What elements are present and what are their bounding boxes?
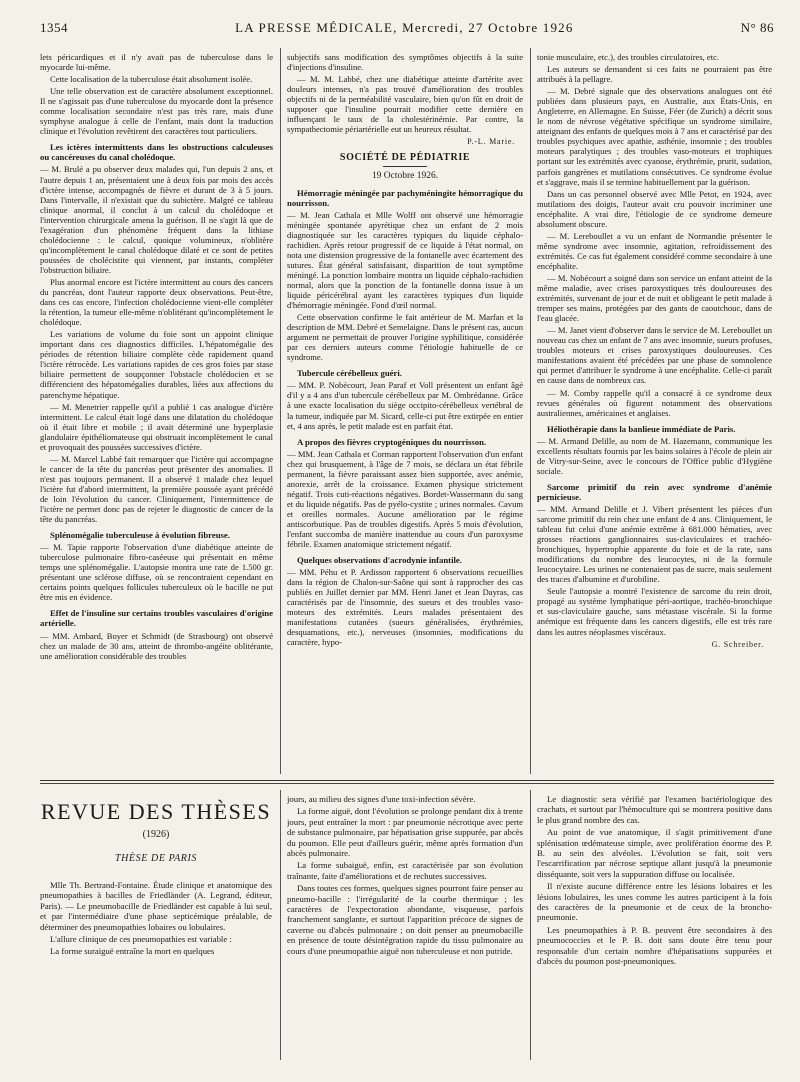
paragraph: — M. Menetrier rappelle qu'il a publié 1 cas analogue d'ictère intermittent. Le calcul était logé dans une dilatation du cholédoque où il était libre et mobile ; il avait déterminé une hyperplasie glandulaire épithéliomateuse qui obstruait incomplètement le canal et provoquait des poussées successives d'ictère.: [40, 401, 273, 452]
journal-title: LA PRESSE MÉDICALE, Mercredi, 27 Octobre 1926: [235, 20, 574, 35]
page-number: 1354: [40, 20, 68, 35]
section-heading: Sarcome primitif du rein avec syndrome d'anémie pernicieuse.: [537, 481, 772, 502]
paragraph: lets péricardiques et il n'y avait pas de tuberculose dans le myocarde lui-même.: [40, 52, 273, 73]
column-3: [537, 52, 772, 772]
paragraph: La forme suraiguë entraîne la mort en quelques: [50, 946, 215, 957]
theses-column-2: [287, 794, 523, 1069]
paragraph: Cette observation confirme le fait antérieur de M. Marfan et la description de MM. Debré et Semelaigne. Dans le présent cas, aucun argument ne permettait de prouver l'origine syphilitique, considérée par ces derniers auteurs comme l'étiologie habituelle de ce syndrome.: [287, 312, 523, 363]
paragraph: — M. Armand Delille, au nom de M. Hazemann, communique les excellents résultats fournis par les bains solaires à l'école de plein air de Vitry-sur-Seine, avec le concours de l'Office public d'Hygiène sociale.: [537, 435, 772, 476]
paragraph: subjectifs sans modification des symptômes objectifs à la suite d'injections d'insuline.: [287, 52, 523, 73]
column-rule: [530, 790, 531, 1060]
paragraph: Le diagnostic sera vérifié par l'examen bactériologique des crachats, et surtout par l'hémoculture qui se montrera positive dans le plus grand nombre des cas.: [537, 794, 772, 825]
paragraph: — MM. Ambard, Boyer et Schmidt (de Strasbourg) ont observé chez un malade de 30 ans, atteint de thrombo-angéite oblitérante, une amélioration considérable des troubles: [40, 630, 273, 661]
section-heading: Splénomégalie tuberculeuse à évolution fibreuse.: [50, 530, 230, 541]
page-header: [40, 20, 774, 38]
paragraph: — M. M. Labbé, chez une diabétique atteinte d'artérite avec douleurs intenses, n'a pas trouvé d'amélioration des troubles objectifs ni de la perméabilité vasculaire, bien qu'on fût en droit de supposer que l'insuline pourrait modifier cette dernière en influençant le taux de la cholestérinémie. Par contre, la sympathectomie périartérielle eut un heureux résultat.: [287, 74, 523, 135]
section-heading: Effet de l'insuline sur certains troubles vasculaires d'origine artérielle.: [40, 608, 273, 629]
paragraph: Une telle observation est de caractère absolument exceptionnel. Il ne s'agissait pas d'une tuberculose du myocarde dont la présence comme localisation secondaire n'est pas très rare, mais d'une symphyse analogue à celle de l'enfant, mais dont la traduction clinique et l'évolution revêtirent des caractères tout particuliers.: [40, 86, 273, 137]
theses-review-year: (1926): [142, 829, 170, 840]
paragraph: La forme subaiguë, enfin, est caractérisée par son évolution traînante, faite d'améliorations et de rechutes successives.: [287, 860, 523, 881]
paragraph: — M. Jean Cathala et Mlle Wolff ont observé une hémorragie méningée spontanée apyrétique chez un enfant de 2 mois diagnostiquée sur les caractères typiques du liquide céphalo-rachidien. Après retour progressif de ce liquide à l'état normal, on nota une distension progressive de la fontanelle avec écartement des sutures. État général satisfaisant, disparition de tout symptôme méningé. La ponction lombaire montra un liquide céphalo-rachidien normal, alors que la ponction de la fontanelle donna issue à un liquide péricérébral ayant les caractères typiques d'un liquide d'hémorragie méningée. Fond d'œil normal.: [287, 209, 523, 311]
paragraph: — M. Tapie rapporte l'observation d'une diabétique atteinte de tuberculose pulmonaire fibro-caséeuse qui présentait en même temps une splénomégalie. L'autopsie montra une rate de 1.500 gr. présentant une sclérose diffuse, où se rencontraient cependant en certains points quelques follicules tuberculeux où le bacille ne put être mis en évidence.: [40, 542, 273, 603]
paragraph: Dans toutes ces formes, quelques signes pourront faire penser au pneumo-bacille : l'irrégularité de la courbe thermique ; les caractères de l'expectoration abondante, visqueuse, parfois franchement sanglante, et surtout l'apparition précoce de signes de caverne ou d'abcès pulmonaire ; on doit penser au pneumobacille en présence de toute désintégration rapide du tissu pulmonaire au cours d'une pneumopathie aiguë non tuberculeuse et non putride.: [287, 883, 523, 956]
section-heading: Hémorragie méningée par pachyméningite hémorragique du nourrisson.: [287, 187, 523, 208]
paragraph: — M. Comby rappelle qu'il a consacré à ce syndrome deux revues générales où figurent notamment des observations australiennes, américaines et anglaises.: [537, 387, 772, 418]
paragraph: Les pneumopathies à P. B. peuvent être secondaires à des pneumococcies et le P. B. doit sans doute être tenu pour responsable d'un certain nombre d'hépatisations suppurées et d'abcès du poumon post-pneumoniques.: [537, 924, 772, 967]
theses-column-1: [40, 880, 272, 1070]
column-rule: [280, 48, 281, 774]
theses-review-title: REVUE DES THÈSES: [40, 799, 272, 824]
paragraph: — M. Nobécourt a soigné dans son service un enfant atteint de la même maladie, avec crises paroxystiques très douloureuses des extrémités, survenant de jour et de nuit et obligeant le petit malade à tremper ses mains, protégées par des gants de caoutchouc, dans de l'eau glacée.: [537, 272, 772, 324]
society-date: 19 Octobre 1926.: [371, 171, 439, 182]
paragraph: Il n'existe aucune différence entre les lésions lobaires et les lésions lobulaires, les unes comme les autres participent à la fois des caractères de la pneumonie et de ceux de la broncho-pneumonie.: [537, 881, 772, 923]
paragraph: Cette localisation de la tuberculose était absolument isolée.: [50, 74, 253, 85]
paragraph: — M. Janet vient d'observer dans le service de M. Lereboullet un nouveau cas chez un enfant de 7 ans avec insomnie, sueurs profuses, troubles moteurs et crises paroxystiques douloureuses. Ces manifestations avaient été précédées par une phase de somnolence qui permet d'attribuer le syndrome à une encéphalite. Celle-ci paraît en cause dans de nombreux cas.: [537, 325, 772, 386]
column-rule: [530, 48, 531, 774]
paragraph: — MM. Jean Cathala et Corman rapportent l'observation d'un enfant chez qui brusquement, à l'âge de 7 mois, se déclara un état fébrile permanent, la fièvre paraissant assez bien supportée, avec anémie, anorexie, arrêt de la croissance. Examen physique strictement négatif. Trois cuti-réactions négatives. Bordet-Wassermann du sang et du liquide négatifs. Pas de pyélo-cystite ; urines normales. Cavum et oreilles normales. Aucune amélioration par le régime antiscorbutique. Pas de troubles digestifs. Après 5 mois d'évolution, l'enfant succomba de manière inattendue au cours d'un paroxysme fébrile. Examen anatomique strictement négatif.: [287, 448, 523, 550]
paragraph: L'allure clinique de ces pneumopathies est variable :: [50, 934, 232, 945]
paragraph: — MM. Armand Delille et J. Vibert présentent les pièces d'un sarcome primitif du rein chez une enfant de 4 ans. Cliniquement, le tableau fut celui d'une anémie extrême à 681.000 hématies, avec grosses réactions ganglionnaires sus-claviculaires et trachéo-bronchiques, hypertrophie apparente du foie et de la rate, sans modifications du nombre des leucocytes, ni de la formule leucocytaire. Les urines ne contenaient pas de sucre, mais seulement des traces d'albumine et d'urobiline.: [537, 503, 772, 585]
paragraph: jours, au milieu des signes d'une toxi-infection sévère.: [287, 794, 476, 804]
theses-column-3: [537, 794, 772, 1069]
society-title: SOCIÉTÉ DE PÉDIATRIE: [339, 152, 471, 164]
author-signature: G. Schreiber.: [711, 639, 764, 649]
paragraph: Les auteurs se demandent si ces faits ne pourraient pas être attribués à la pellagre.: [537, 64, 772, 85]
column-1: [40, 52, 273, 772]
paragraph: tonie musculaire, etc.), des troubles circulatoires, etc.: [537, 52, 720, 62]
paragraph: Mlle Th. Bertrand-Fontaine. Étude clinique et anatomique des pneumopathies à bacilles de Friedländer (A. Legrand, éditeur, Paris). — Le pneumobacille de Friedländer est capable à lui seul, et par l'intermédiaire d'une phase septicémique préalable, de déterminer des pneumopathies lobaires ou lobulaires.: [40, 880, 272, 932]
column-rule: [280, 790, 281, 1060]
paragraph: — M. Lereboullet a vu un enfant de Normandie présenter le même syndrome avec insomnie, agitation, refroidissement des extrémités. Ce cas fut également considéré comme secondaire à une encéphalite.: [537, 230, 772, 271]
column-2: [287, 52, 523, 774]
section-heading: Les ictères intermittents dans les obstructions calculeuses ou cancéreuses du canal cholédoque.: [40, 142, 273, 163]
author-signature: P.-L. Marie.: [467, 137, 515, 147]
paragraph: Dans un cas personnel observé avec Mlle Petot, en 1924, avec mutilations des doigts, l'auteur avait cru pouvoir incriminer une encéphalite. A vrai dire, l'étiologie de ce syndrome demeure absolument obscure.: [537, 188, 772, 229]
paragraph: — M. Brulé a pu observer deux malades qui, l'un depuis 2 ans, et l'autre depuis 1 an, présentaient une à deux fois par mois des accès d'ictère intense, accompagnés de fièvre et durant de 3 à 5 jours. Dans l'intervalle, il n'existait que du subictère. Malgré ce tableau clinique anormal, il conclut à un calcul du cholédoque et l'intervention chirurgicale amena la guérison. Il ne s'agit là que de l'exagération d'un phénomène fréquent dans la lithiase cholédocienne : le calcul, quoique volumineux, n'oblitère qu'incomplètement le canal cholédoque dilaté et ce sont de petites poussées de cholécistite qui viennent, par instants, compléter l'obstruction biliaire.: [40, 164, 273, 275]
paragraph: Seule l'autopsie a montré l'existence de sarcome du rein droit, propagé au système lymphatique péri-aortique, trachéo-bronchique et sus-claviculaire gauche, sans métastase viscérale. Si la forme anémique est fréquente dans les cancers digestifs, elle est très rare dans les autres néoplasmes viscéraux.: [537, 586, 772, 637]
section-heading: Héliothérapie dans la banlieue immédiate de Paris.: [547, 423, 736, 434]
paragraph: — MM. Péhu et P. Ardisson rapportent 6 observations recueillies dans la région de Chalon-sur-Saône qui sont à rapprocher des cas publiés en Juillet dernier par MM. Henri Janet et Jean Dayras, cas caractérisés par de l'insomnie, des sueurs et des troubles vaso-moteurs des extrémités. Leurs malades présentaient des manifestations cutanées (sueurs généralisées, érythrémies, desquamations, etc.), nerveuses (insomnies, modifications du caractère, hypo-: [287, 567, 523, 648]
section-divider: [40, 783, 774, 784]
paragraph: Les variations de volume du foie sont un appoint clinique important dans ces diagnostics difficiles. L'hépatomégalie des périodes de rétention biliaire complète cède rapidement quand l'ictère rétrocède. Les variations rapides de ces gros foies par stase biliaire permettent de soupçonner l'obstacle cholédocien et se différencient des hépatomégalies durables, liées aux affections du parenchyme hépatique.: [40, 329, 273, 400]
section-divider: [40, 780, 774, 781]
paragraph: Plus anormal encore est l'ictère intermittent au cours des cancers du pancréas, dont l'auteur rapporte deux observations. Peut-être, dans ces cas encore, l'infection cholédocienne vient-elle compléter la rétention, la tumeur elle-même n'oblitérant qu'incomplètement le cholédoque.: [40, 276, 273, 328]
theses-review-subtitle: THÈSE DE PARIS: [114, 853, 198, 864]
paragraph: — MM. P. Nobécourt, Jean Paraf et Voll présentent un enfant âgé d'il y a 4 ans d'un tubercule cérébelleux par M. Ombrédanne. Grâce à une exacte localisation du siège occipito-cérébelleux vertébral de la tumeur, indiquée par M. Sicard, celle-ci put être extirpée en entier et, 4 ans après, le petit malade est en parfait état.: [287, 380, 523, 431]
paragraph: La forme aiguë, dont l'évolution se prolonge pendant dix à trente jours, peut entraîner la mort : par pneumonie nécrotique avec perte de substance pulmonaire, par hépatisation grise suppurée, par abcès du poumon. Elle peut d'ailleurs guérir, même après formation d'un abcès pulmonaire.: [287, 806, 523, 859]
paragraph: — M. Marcel Labbé fait remarquer que l'ictère qui accompagne le cancer de la tête du pancréas peut présenter des anomalies. Il n'est pas toujours permanent. Il a observé 1 malade chez lequel l'ictère fut d'abord intermittent, la première poussée ayant précédé de loin l'évolution du cancer. Cliniquement, l'intermittence de l'ictère ne permet donc pas de rejeter le diagnostic de cancer de la tête du pancréas.: [40, 453, 273, 525]
divider: [383, 166, 427, 167]
paragraph: — M. Debré signale que des observations analogues ont été publiées dans plusieurs pays, en Australie, aux États-Unis, en Angleterre, en Allemagne. En Suisse, Féer (de Zurich) a décrit sous le nom de névrose végétative spécifique un syndrome similaire, atteignant des enfants de quelques mois à 7 ans et caractérisé par des troubles psychiques avec apathie, asthénie, insomnie ; des troubles moteurs paralytiques ; des troubles vaso-moteurs et trophiques portant sur les extrémités avec cyanose, érythrémie, prurit, sudation, parfois gangrènes et mutilations consécutives. Ce syndrome évolue et s'aggrave, mais il se termine habituellement par la guérison.: [537, 86, 772, 187]
issue-number: N° 86: [740, 20, 774, 35]
section-heading: A propos des fièvres cryptogéniques du nourrisson.: [297, 436, 487, 447]
section-heading: Tubercule cérébelleux guéri.: [297, 368, 402, 379]
paragraph: Au point de vue anatomique, il s'agit primitivement d'une splénisation œdémateuse simple, avec prolifération énorme des P. B. au sein des alvéoles. L'évolution se fait, soit vers l'escarrification par nécrose septique allant jusqu'à la pneumonie disséquante, soit vers la suppuration diffuse ou localisée.: [537, 827, 772, 879]
section-heading: Quelques observations d'acrodynie infantile.: [297, 555, 462, 566]
